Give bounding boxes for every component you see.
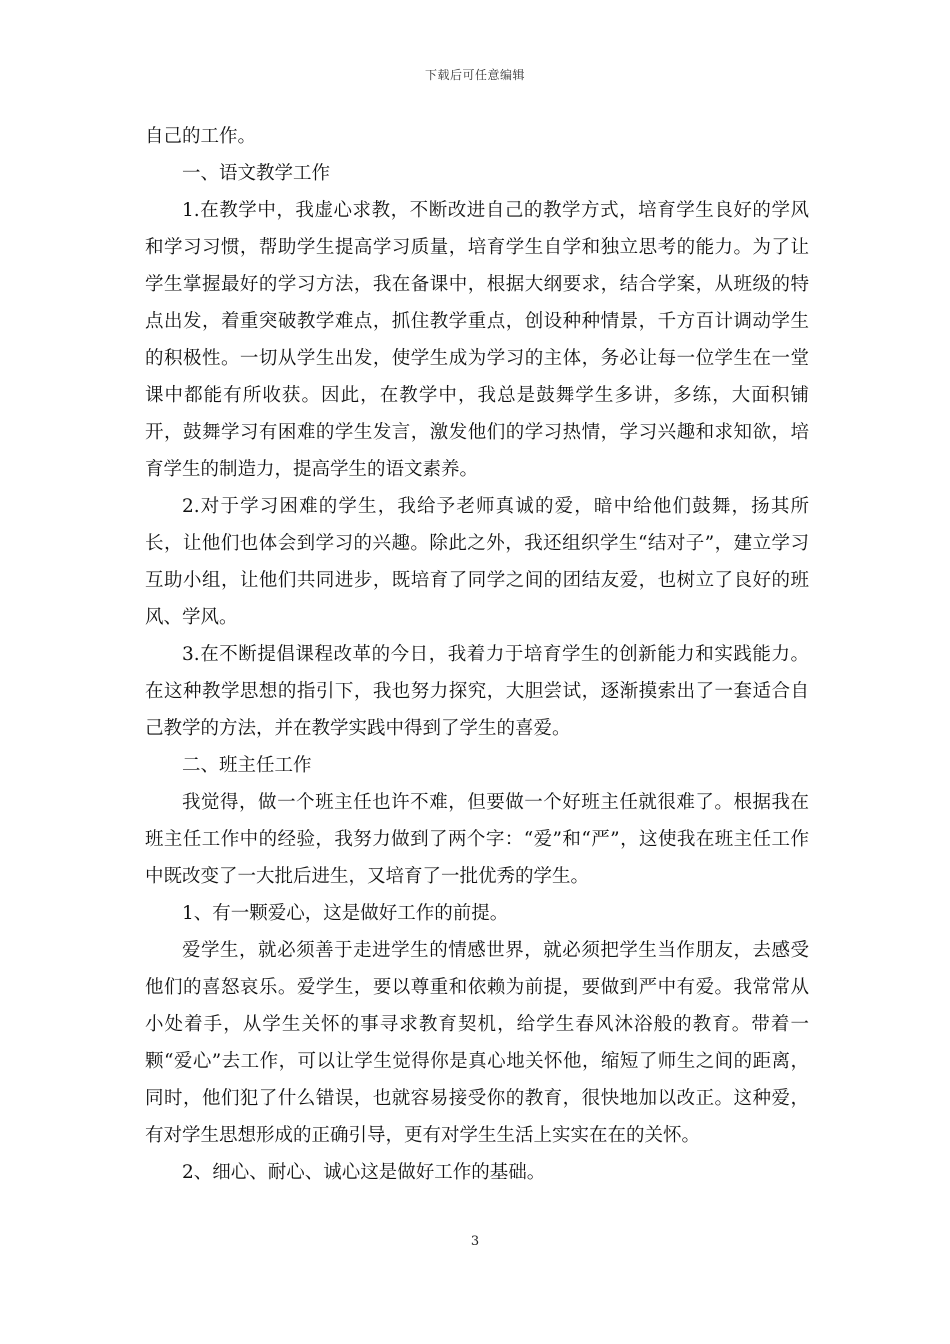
section-heading-class-teacher: 二、班主任工作	[182, 755, 312, 776]
document-body	[145, 118, 809, 1191]
section-heading-chinese-teaching: 一、语文教学工作	[182, 163, 331, 184]
paragraph-item-2: 2.对于学习困难的学生，我给予老师真诚的爱，暗中给他们鼓舞，扬其所长，让他们也体会到学习的兴趣。除此之外，我还组织学生“结对子”，建立学习互助小组，让他们共同进步，既培育了同学之间的团结友爱，也树立了良好的班风、学风。	[145, 496, 809, 628]
page-number: 3	[470, 1234, 480, 1249]
subheading-love: 1、有一颗爱心，这是做好工作的前提。	[182, 903, 509, 924]
paragraph-love-students: 爱学生，就必须善于走进学生的情感世界，就必须把学生当作朋友，去感受他们的喜怒哀乐。爱学生，要以尊重和依赖为前提，要做到严中有爱。我常常从小处着手，从学生关怀的事寻求教育契机，给学生春风沐浴般的教育。带着一颗“爱心”去工作，可以让学生觉得你是真心地关怀他，缩短了师生之间的距离，同时，他们犯了什么错误，也就容易接受你的教育，很快地加以改正。这种爱，有对学生思想形成的正确引导，更有对学生生活上实实在在的关怀。	[145, 940, 809, 1146]
paragraph-class-teacher-intro: 我觉得，做一个班主任也许不难，但要做一个好班主任就很难了。根据我在班主任工作中的经验，我努力做到了两个字：“爱”和“严”，这使我在班主任工作中既改变了一大批后进生，又培育了一批优秀的学生。	[145, 792, 809, 887]
paragraph-item-1: 1.在教学中，我虚心求教，不断改进自己的教学方式，培育学生良好的学风和学习习惯，帮助学生提高学习质量，培育学生自学和独立思考的能力。为了让学生掌握最好的学习方法，我在备课中，根据大纲要求，结合学案，从班级的特点出发，着重突破教学难点，抓住教学重点，创设种种情景，千方百计调动学生的积极性。一切从学生出发，使学生成为学习的主体，务必让每一位学生在一堂课中都能有所收获。因此，在教学中，我总是鼓舞学生多讲，多练，大面积铺开，鼓舞学习有困难的学生发言，激发他们的学习热情，学习兴趣和求知欲，培育学生的制造力，提高学生的语文素养。	[145, 200, 809, 480]
paragraph-item-3: 3.在不断提倡课程改革的今日，我着力于培育学生的创新能力和实践能力。在这种教学思想的指引下，我也努力探究，大胆尝试，逐渐摸索出了一套适合自己教学的方法，并在教学实践中得到了学生的喜爱。	[145, 644, 809, 739]
subheading-patience: 2、细心、耐心、诚心这是做好工作的基础。	[182, 1162, 546, 1183]
page-header-note: 下载后可任意编辑	[424, 68, 525, 82]
paragraph-continuation: 自己的工作。	[145, 126, 257, 147]
